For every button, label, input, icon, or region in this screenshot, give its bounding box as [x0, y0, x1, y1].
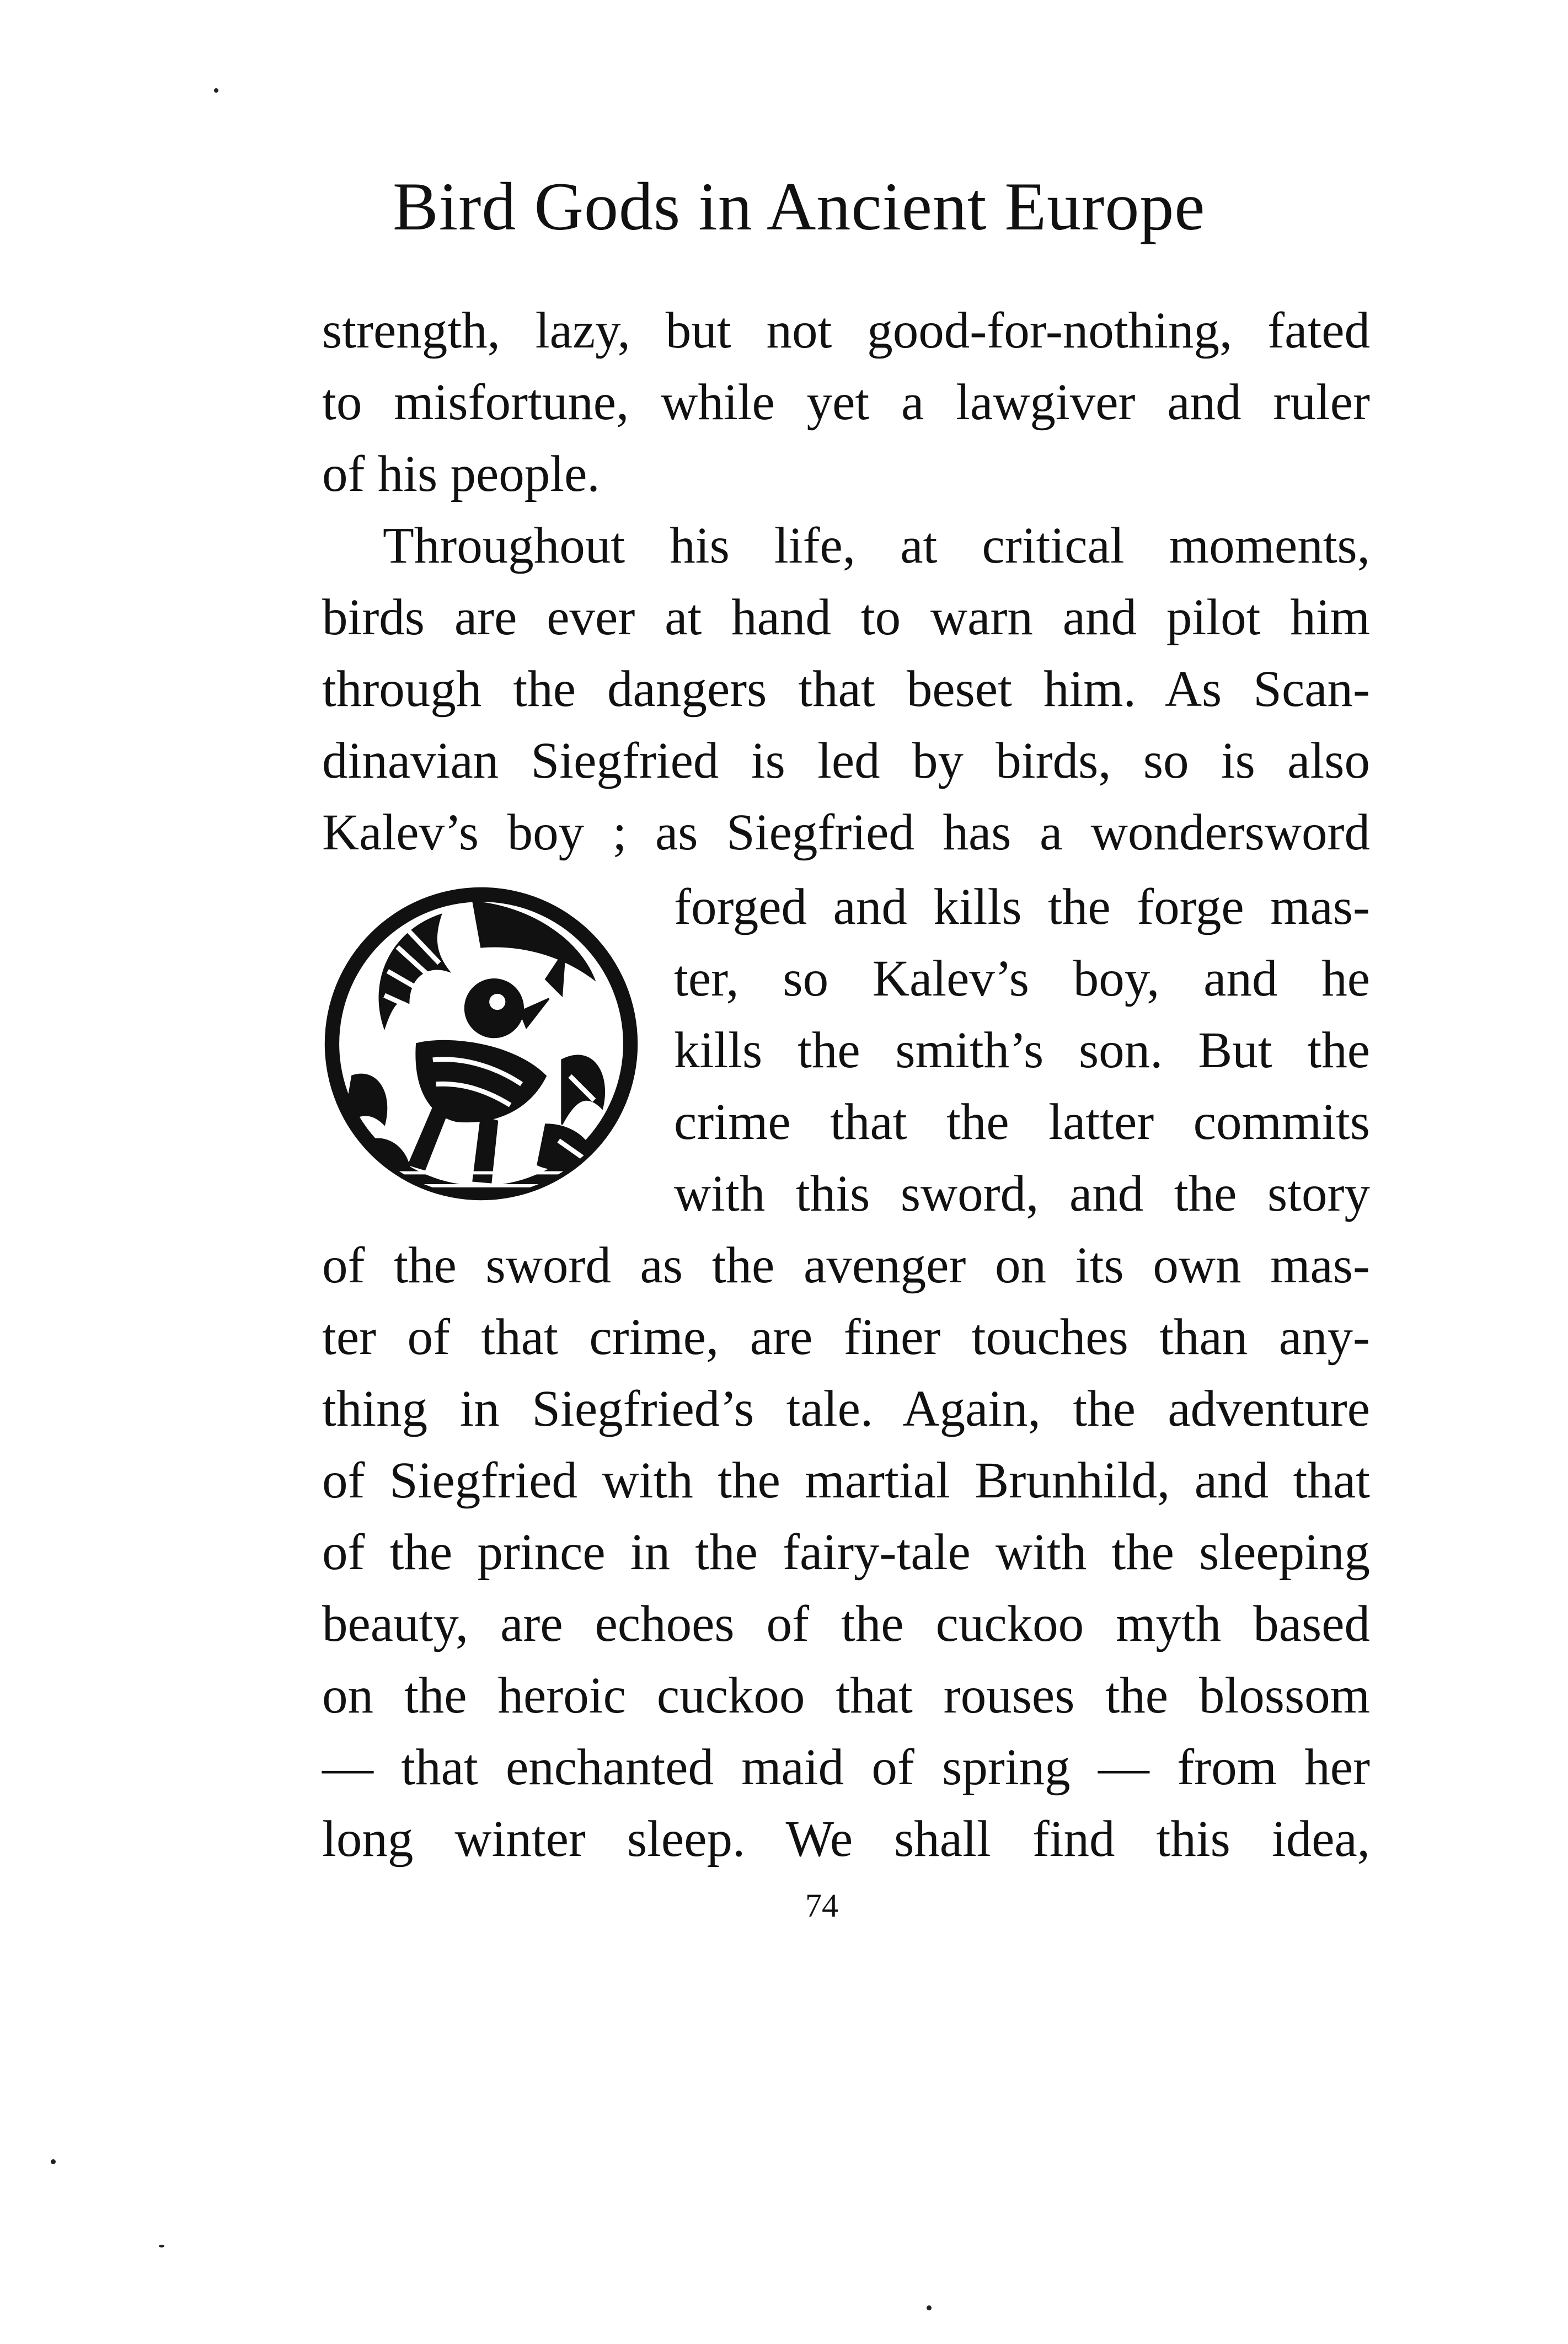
- text-line: long winter sleep. We shall find this idea,: [322, 1811, 1370, 1867]
- text-line: dinavian Siegfried is led by birds, so is also: [322, 732, 1370, 789]
- text-line: of the prince in the fairy-tale with the sleeping: [322, 1524, 1370, 1581]
- text-line: kills the smith’s son. But the: [674, 1022, 1370, 1079]
- text-line: strength, lazy, but not good-for-nothing, fated: [322, 302, 1370, 359]
- text-line: with this sword, and the story: [674, 1165, 1370, 1222]
- ink-speck: [51, 2159, 56, 2164]
- text-line: of Siegfried with the martial Brunhild, and that: [322, 1452, 1370, 1509]
- text-line: beauty, are echoes of the cuckoo myth based: [322, 1596, 1370, 1652]
- text-line: of the sword as the avenger on its own mas-: [322, 1237, 1370, 1294]
- text-line: forged and kills the forge mas-: [674, 879, 1370, 935]
- paragraph-first-line: Throughout his life, at critical moments,: [383, 517, 1370, 574]
- text-line: ter, so Kalev’s boy, and he: [674, 950, 1370, 1007]
- text-line: ter of that crime, are finer touches than any-: [322, 1309, 1370, 1366]
- ink-speck: [927, 2305, 932, 2310]
- ink-speck: [159, 2245, 164, 2247]
- text-line: — that enchanted maid of spring — from her: [322, 1739, 1370, 1796]
- text-line: birds are ever at hand to warn and pilot him: [322, 589, 1370, 646]
- text-line: of his people.: [322, 446, 600, 502]
- running-head: Bird Gods in Ancient Europe: [393, 169, 1206, 244]
- text-line: to misfortune, while yet a lawgiver and ruler: [322, 374, 1370, 431]
- page-number: 74: [805, 1887, 838, 1924]
- text-line: crime that the latter commits: [674, 1094, 1370, 1150]
- text-line: thing in Siegfried’s tale. Again, the adventure: [322, 1380, 1370, 1437]
- griffin-roundel-icon: [320, 882, 643, 1205]
- text-line: on the heroic cuckoo that rouses the blossom: [322, 1667, 1370, 1724]
- text-line: Kalev’s boy ; as Siegfried has a wondersword: [322, 804, 1370, 861]
- ink-speck: [214, 88, 218, 93]
- text-line: through the dangers that beset him. As Scan-: [322, 661, 1370, 718]
